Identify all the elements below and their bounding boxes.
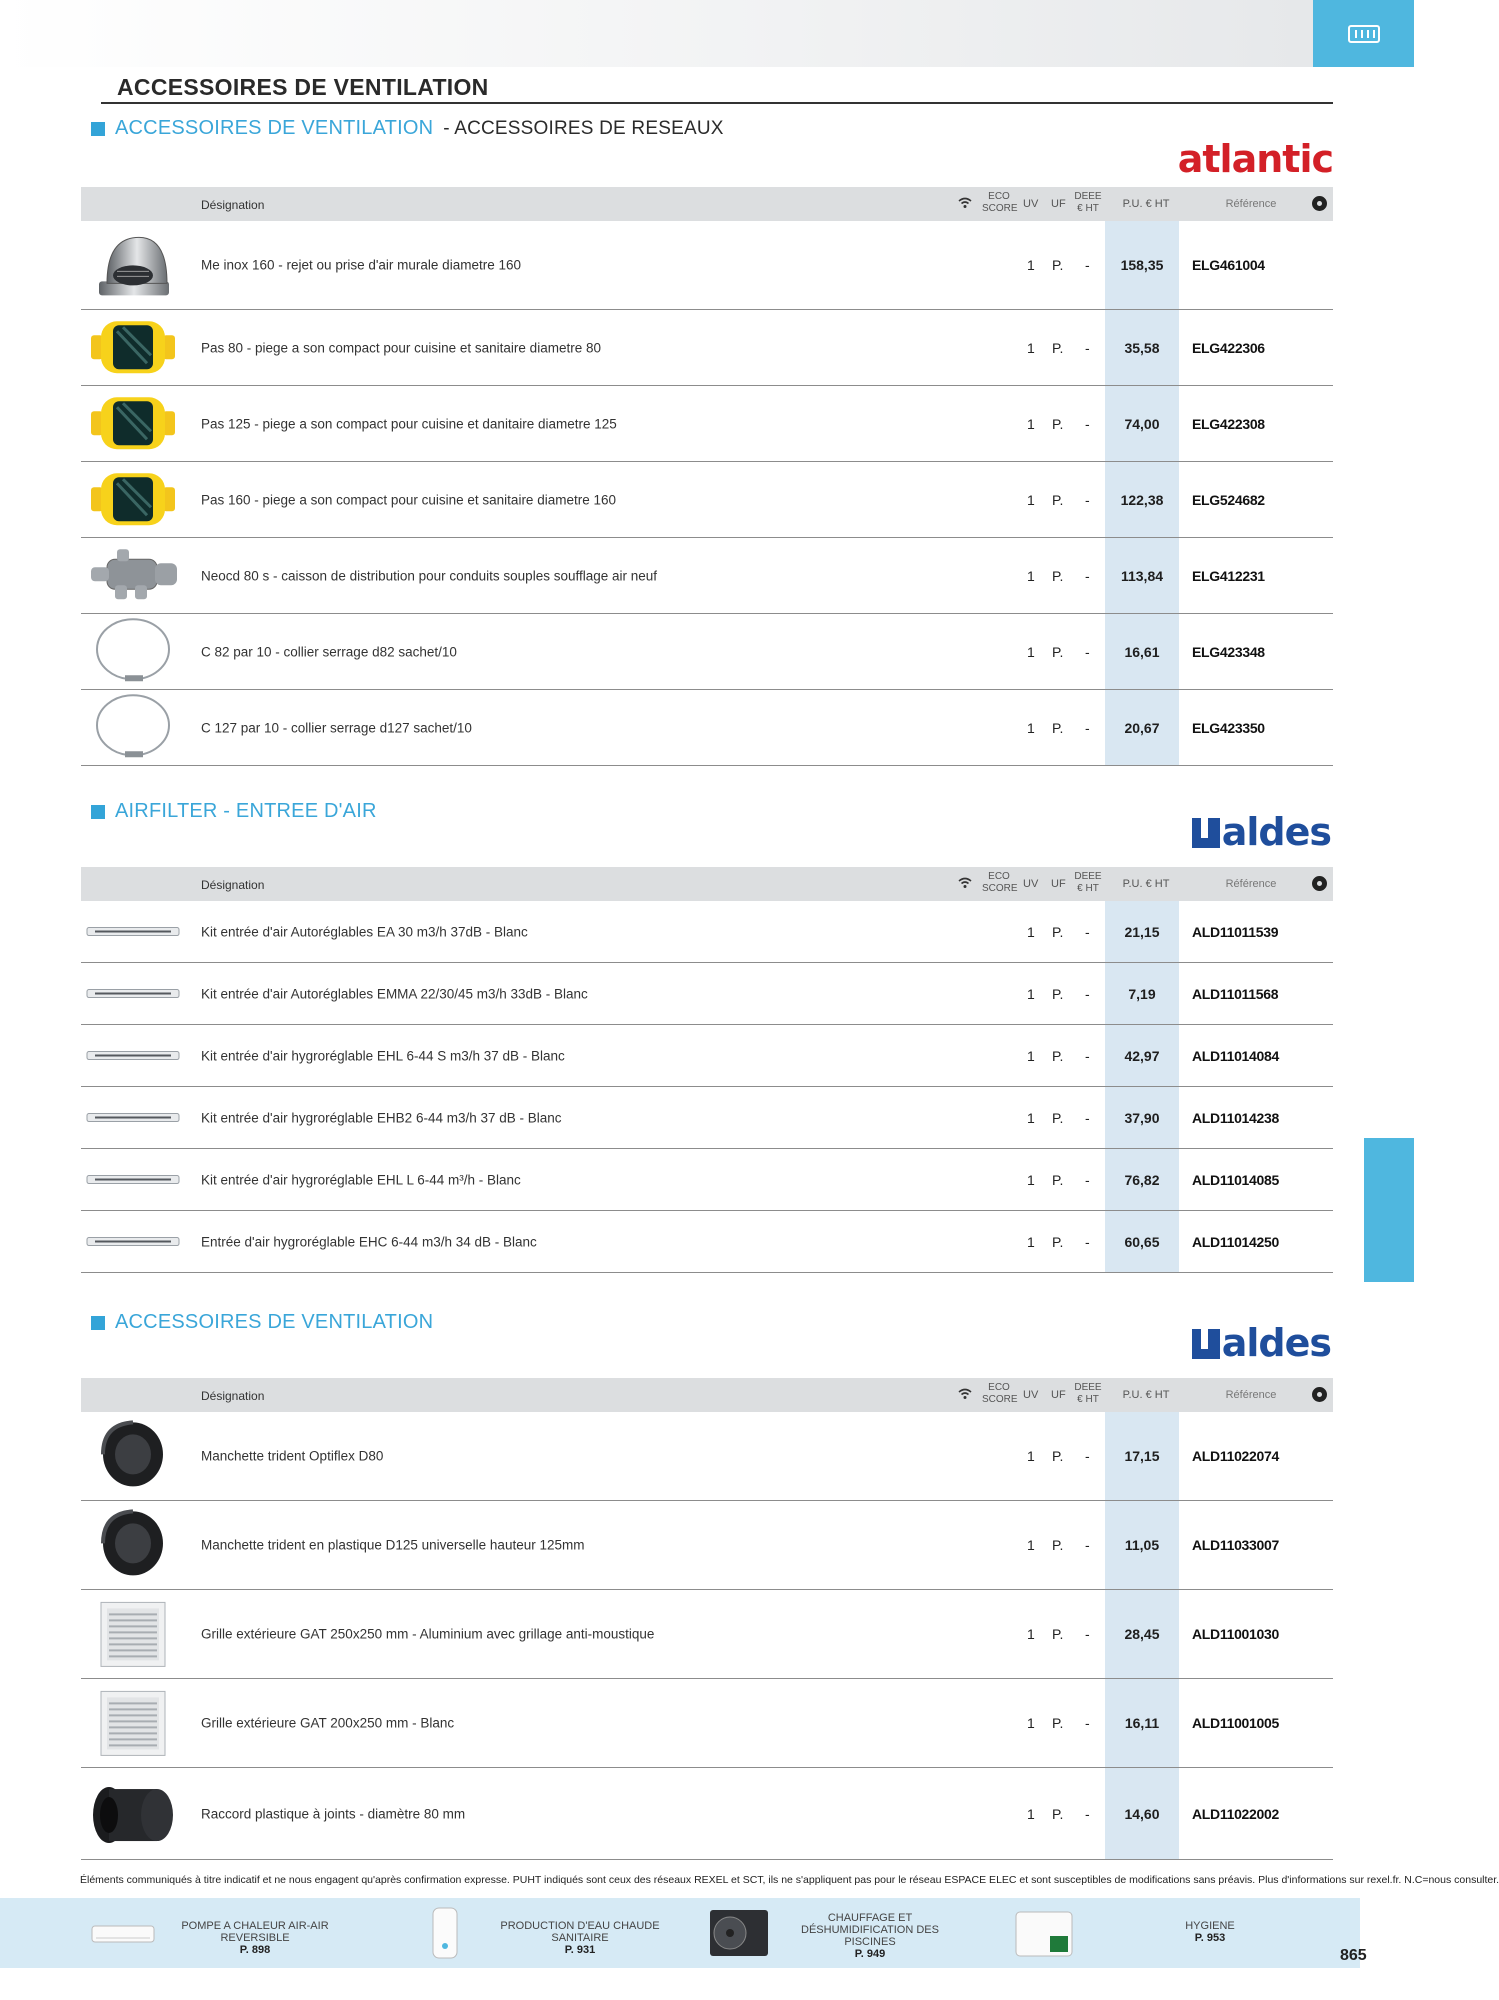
product-uf: P. xyxy=(1052,1233,1064,1250)
footer-item-piscines[interactable] xyxy=(690,1898,1010,1968)
table-row[interactable] xyxy=(81,963,1333,1025)
product-deee: - xyxy=(1085,491,1090,508)
table-row[interactable] xyxy=(81,386,1333,462)
wifi-icon xyxy=(958,1388,972,1400)
table-row[interactable] xyxy=(81,1590,1333,1679)
footer-label: PRODUCTION D'EAU CHAUDE SANITAIRE xyxy=(500,1920,660,1944)
product-designation: Neocd 80 s - caisson de distribution pour conduits souples soufflage air neuf xyxy=(201,568,658,583)
product-reference[interactable]: ELG423348 xyxy=(1192,643,1265,660)
product-reference[interactable]: ELG524682 xyxy=(1192,491,1265,508)
col-uf: UF xyxy=(1051,1389,1066,1401)
product-uv: 1 xyxy=(1027,719,1035,736)
aldes-logo xyxy=(1192,1321,1331,1365)
table-row[interactable] xyxy=(81,221,1333,310)
col-eco-score: ECO SCORE xyxy=(982,871,1018,894)
col-uv: UV xyxy=(1023,878,1039,890)
col-uf: UF xyxy=(1051,878,1066,890)
product-designation: Kit entrée d'air Autoréglables EMMA 22/30/45 m3/h 33dB - Blanc xyxy=(201,986,588,1001)
hose-clamp-icon xyxy=(83,694,183,762)
col-reference: Référence xyxy=(1225,198,1277,210)
section-heading xyxy=(91,117,724,140)
table-row[interactable] xyxy=(81,1025,1333,1087)
col-deee: DEEE € HT xyxy=(1074,871,1102,894)
top-band xyxy=(0,0,1313,67)
square-bullet-icon xyxy=(91,805,105,819)
product-price: 76,82 xyxy=(1124,1171,1160,1188)
table-row[interactable] xyxy=(81,614,1333,690)
table-row[interactable] xyxy=(81,1679,1333,1768)
table-row[interactable] xyxy=(81,1211,1333,1273)
product-uf: P. xyxy=(1052,1109,1064,1126)
air-inlet-icon xyxy=(83,1152,183,1207)
footer-page: P. 931 xyxy=(564,1944,596,1956)
product-reference[interactable]: ALD11033007 xyxy=(1192,1537,1279,1553)
product-price: 113,84 xyxy=(1120,567,1164,584)
col-uf: UF xyxy=(1051,198,1066,210)
product-deee: - xyxy=(1085,1805,1090,1822)
product-deee: - xyxy=(1085,985,1090,1002)
product-reference[interactable]: ALD11014085 xyxy=(1192,1171,1279,1188)
air-inlet-icon xyxy=(83,1090,183,1145)
product-reference[interactable]: ALD11014084 xyxy=(1192,1047,1279,1064)
product-uv: 1 xyxy=(1027,1171,1035,1188)
footer-label: HYGIENE xyxy=(1185,1920,1235,1932)
col-deee: DEEE € HT xyxy=(1074,191,1102,214)
col-designation: Désignation xyxy=(201,1389,265,1403)
product-designation: C 82 par 10 - collier serrage d82 sachet/10 xyxy=(201,644,457,659)
table-row[interactable] xyxy=(81,1412,1333,1501)
product-uf: P. xyxy=(1052,1537,1064,1553)
aldes-mark-icon xyxy=(1192,1329,1220,1359)
product-deee: - xyxy=(1085,1047,1090,1064)
col-reference: Référence xyxy=(1225,878,1277,890)
distribution-box-icon xyxy=(83,542,183,610)
footer-item-hygiene[interactable] xyxy=(1010,1898,1310,1968)
product-deee: - xyxy=(1085,257,1090,273)
product-uv: 1 xyxy=(1027,1805,1035,1822)
table-row[interactable] xyxy=(81,1501,1333,1590)
footer-item-pac[interactable] xyxy=(0,1898,345,1968)
product-uf: P. xyxy=(1052,1805,1064,1822)
air-inlet-icon xyxy=(83,904,183,959)
product-designation: Raccord plastique à joints - diamètre 80 mm xyxy=(201,1806,466,1821)
product-designation: Kit entrée d'air Autoréglables EA 30 m3/h 37dB - Blanc xyxy=(201,924,528,939)
col-designation: Désignation xyxy=(201,198,265,212)
product-reference[interactable]: ELG412231 xyxy=(1192,567,1265,584)
product-uv: 1 xyxy=(1027,339,1035,356)
product-price: 35,58 xyxy=(1124,339,1160,356)
product-uf: P. xyxy=(1052,985,1064,1002)
hose-clamp-icon xyxy=(83,618,183,686)
product-uf: P. xyxy=(1052,1171,1064,1188)
product-designation: Kit entrée d'air hygroréglable EHL L 6-44 m³/h - Blanc xyxy=(201,1172,521,1187)
product-uf: P. xyxy=(1052,415,1064,432)
sound-trap-icon xyxy=(83,390,183,458)
product-price: 11,05 xyxy=(1124,1537,1160,1553)
product-uf: P. xyxy=(1052,1448,1064,1464)
product-uv: 1 xyxy=(1027,567,1035,584)
product-designation: Manchette trident Optiflex D80 xyxy=(201,1448,384,1464)
section-title: ACCESSOIRES DE VENTILATION xyxy=(115,1311,434,1333)
footer-label: CHAUFFAGE ET DÉSHUMIDIFICATION DES PISCINES xyxy=(801,1912,939,1948)
trident-sleeve-icon xyxy=(83,1416,183,1495)
brand-name: aldes xyxy=(1221,1321,1331,1365)
product-reference[interactable]: ALD11001005 xyxy=(1192,1715,1279,1731)
footer-page: P. 898 xyxy=(239,1944,271,1956)
product-deee: - xyxy=(1085,1626,1090,1642)
sound-trap-icon xyxy=(83,466,183,534)
trident-sleeve-icon xyxy=(83,1505,183,1584)
product-uv: 1 xyxy=(1027,1109,1035,1126)
product-designation: Grille extérieure GAT 250x250 mm - Aluminium avec grillage anti-moustique xyxy=(201,1626,655,1642)
aldes-mark-icon xyxy=(1192,818,1220,848)
product-price: 42,97 xyxy=(1124,1047,1160,1064)
outdoor-unit-icon xyxy=(706,1906,772,1960)
product-price: 16,61 xyxy=(1124,643,1160,660)
footer-page: P. 953 xyxy=(1194,1932,1226,1944)
footer-page: P. 949 xyxy=(854,1948,886,1960)
section-subtitle: - ACCESSOIRES DE RESEAUX xyxy=(443,117,724,139)
wifi-icon xyxy=(958,197,972,209)
air-inlet-icon xyxy=(83,1214,183,1269)
col-reference: Référence xyxy=(1225,1389,1277,1401)
product-uf: P. xyxy=(1052,567,1064,584)
settings-icon[interactable] xyxy=(1312,876,1327,891)
wifi-icon xyxy=(958,877,972,889)
col-price: P.U. € HT xyxy=(1122,1389,1170,1401)
table-row[interactable] xyxy=(81,901,1333,963)
side-tab[interactable] xyxy=(1364,1138,1414,1282)
table-row[interactable] xyxy=(81,690,1333,766)
product-uv: 1 xyxy=(1027,257,1035,273)
chapter-tab[interactable] xyxy=(1313,0,1414,67)
product-reference[interactable]: ALD11014238 xyxy=(1192,1109,1279,1126)
col-eco-score: ECO SCORE xyxy=(982,191,1018,214)
product-designation: Me inox 160 - rejet ou prise d'air murale diametre 160 xyxy=(201,257,521,273)
product-reference[interactable]: ALD11022002 xyxy=(1192,1805,1279,1822)
product-deee: - xyxy=(1085,1171,1090,1188)
product-uv: 1 xyxy=(1027,1537,1035,1553)
product-designation: Pas 125 - piege a son compact pour cuisine et danitaire diametre 125 xyxy=(201,416,617,431)
product-price: 21,15 xyxy=(1124,923,1160,940)
settings-icon[interactable] xyxy=(1312,1387,1327,1402)
grille-icon xyxy=(83,1594,183,1673)
product-deee: - xyxy=(1085,643,1090,660)
product-designation: Manchette trident en plastique D125 universelle hauteur 125mm xyxy=(201,1537,585,1553)
wall-vent-icon xyxy=(83,225,183,304)
product-deee: - xyxy=(1085,1448,1090,1464)
footer-nav xyxy=(0,1898,1360,1968)
aldes-logo xyxy=(1192,810,1331,854)
product-designation: Pas 160 - piege a son compact pour cuisine et sanitaire diametre 160 xyxy=(201,492,616,507)
square-bullet-icon xyxy=(91,1316,105,1330)
col-eco-score: ECO SCORE xyxy=(982,1382,1018,1405)
col-designation: Désignation xyxy=(201,878,265,892)
product-uf: P. xyxy=(1052,491,1064,508)
col-price: P.U. € HT xyxy=(1122,198,1170,210)
footer-item-ecs[interactable] xyxy=(345,1898,690,1968)
table-row[interactable] xyxy=(81,310,1333,386)
product-uv: 1 xyxy=(1027,1047,1035,1064)
radiator-icon xyxy=(1347,22,1381,46)
product-price: 122,38 xyxy=(1120,491,1164,508)
product-deee: - xyxy=(1085,1109,1090,1126)
product-uv: 1 xyxy=(1027,985,1035,1002)
product-designation: Kit entrée d'air hygroréglable EHB2 6-44 m3/h 37 dB - Blanc xyxy=(201,1110,562,1125)
product-reference[interactable]: ALD11011539 xyxy=(1192,923,1279,940)
product-uv: 1 xyxy=(1027,643,1035,660)
col-uv: UV xyxy=(1023,1389,1039,1401)
product-uv: 1 xyxy=(1027,415,1035,432)
air-inlet-icon xyxy=(83,966,183,1021)
product-reference[interactable]: ALD11022074 xyxy=(1192,1448,1279,1464)
product-deee: - xyxy=(1085,1537,1090,1553)
section-heading xyxy=(91,1311,433,1334)
product-uv: 1 xyxy=(1027,1626,1035,1642)
product-uv: 1 xyxy=(1027,1448,1035,1464)
water-heater-icon xyxy=(425,1906,465,1960)
product-price: 14,60 xyxy=(1124,1805,1160,1822)
air-inlet-icon xyxy=(83,1028,183,1083)
disclaimer: Éléments communiqués à titre indicatif et ne nous engagent qu'après confirmation expresse. PUHT indiqués sont ceux des réseaux REXEL et SCT, ils ne s'appliquent pas pour le réseau ESPACE ELEC et sont susceptibles de modifications sans préavis. Plus d'informations sur rexel.fr. N.C=nous consulter. xyxy=(80,1874,1499,1886)
table-row[interactable] xyxy=(81,462,1333,538)
product-deee: - xyxy=(1085,339,1090,356)
product-uf: P. xyxy=(1052,923,1064,940)
pipe-coupling-icon xyxy=(83,1773,183,1855)
product-uf: P. xyxy=(1052,257,1064,273)
vmc-unit-icon xyxy=(1010,1906,1080,1960)
product-designation: Entrée d'air hygroréglable EHC 6-44 m3/h 34 dB - Blanc xyxy=(201,1234,537,1249)
table-row[interactable] xyxy=(81,1149,1333,1211)
product-uf: P. xyxy=(1052,1626,1064,1642)
square-bullet-icon xyxy=(91,122,105,136)
col-price: P.U. € HT xyxy=(1122,878,1170,890)
product-deee: - xyxy=(1085,923,1090,940)
footer-label: POMPE A CHALEUR AIR-AIR REVERSIBLE xyxy=(181,1920,329,1944)
page-title: ACCESSOIRES DE VENTILATION xyxy=(117,74,489,100)
product-uf: P. xyxy=(1052,1047,1064,1064)
product-price: 20,67 xyxy=(1124,719,1160,736)
product-price: 7,19 xyxy=(1128,985,1156,1002)
product-reference[interactable]: ELG461004 xyxy=(1192,257,1265,273)
product-deee: - xyxy=(1085,1233,1090,1250)
product-deee: - xyxy=(1085,719,1090,736)
section-heading xyxy=(91,800,377,823)
product-deee: - xyxy=(1085,1715,1090,1731)
table-header xyxy=(81,867,1333,901)
product-designation: Kit entrée d'air hygroréglable EHL 6-44 S m3/h 37 dB - Blanc xyxy=(201,1048,565,1063)
brand-name: atlantic xyxy=(1177,137,1333,181)
sound-trap-icon xyxy=(83,314,183,382)
settings-icon[interactable] xyxy=(1312,196,1327,211)
table-header xyxy=(81,1378,1333,1412)
product-price: 17,15 xyxy=(1124,1448,1160,1464)
product-reference[interactable]: ELG422308 xyxy=(1192,415,1265,432)
product-price: 158,35 xyxy=(1120,257,1164,273)
section-title: AIRFILTER - ENTREE D'AIR xyxy=(115,800,377,822)
product-reference[interactable]: ALD11001030 xyxy=(1192,1626,1279,1642)
title-rule xyxy=(101,102,1333,104)
product-deee: - xyxy=(1085,567,1090,584)
table-row[interactable] xyxy=(81,538,1333,614)
product-uv: 1 xyxy=(1027,923,1035,940)
col-uv: UV xyxy=(1023,198,1039,210)
ac-unit-icon xyxy=(88,1906,158,1960)
page-number: 865 xyxy=(1340,1947,1367,1964)
table-header xyxy=(81,187,1333,221)
product-price: 37,90 xyxy=(1124,1109,1160,1126)
product-price: 28,45 xyxy=(1124,1626,1160,1642)
product-deee: - xyxy=(1085,415,1090,432)
product-uv: 1 xyxy=(1027,1233,1035,1250)
product-price: 16,11 xyxy=(1124,1715,1160,1731)
product-reference[interactable]: ELG423350 xyxy=(1192,719,1265,736)
product-uf: P. xyxy=(1052,339,1064,356)
table-row[interactable] xyxy=(81,1087,1333,1149)
brand-name: aldes xyxy=(1221,810,1331,854)
product-designation: Pas 80 - piege a son compact pour cuisine et sanitaire diametre 80 xyxy=(201,340,601,355)
section-title: ACCESSOIRES DE VENTILATION xyxy=(115,117,434,139)
grille-icon xyxy=(83,1683,183,1762)
product-uf: P. xyxy=(1052,643,1064,660)
product-price: 74,00 xyxy=(1124,415,1160,432)
product-uv: 1 xyxy=(1027,491,1035,508)
col-deee: DEEE € HT xyxy=(1074,1382,1102,1405)
product-uv: 1 xyxy=(1027,1715,1035,1731)
product-designation: C 127 par 10 - collier serrage d127 sachet/10 xyxy=(201,720,472,735)
product-uf: P. xyxy=(1052,1715,1064,1731)
product-designation: Grille extérieure GAT 200x250 mm - Blanc xyxy=(201,1715,455,1731)
product-price: 60,65 xyxy=(1124,1233,1160,1250)
product-reference[interactable]: ALD11014250 xyxy=(1192,1233,1279,1250)
product-reference[interactable]: ALD11011568 xyxy=(1192,985,1279,1002)
atlantic-logo xyxy=(1178,137,1333,181)
product-reference[interactable]: ELG422306 xyxy=(1192,339,1265,356)
product-uf: P. xyxy=(1052,719,1064,736)
table-row[interactable] xyxy=(81,1768,1333,1860)
